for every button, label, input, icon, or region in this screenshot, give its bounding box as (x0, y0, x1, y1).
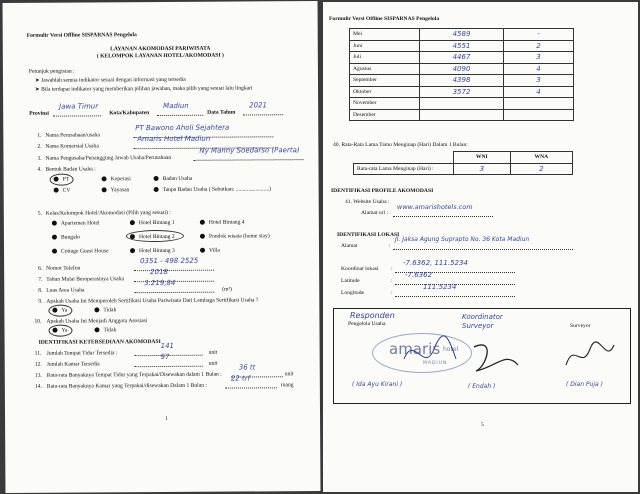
q11-label: Jumlah Tempat Tidur Tersedia : (46, 350, 118, 357)
month-row (350, 86, 574, 98)
option-cottage[interactable]: Cottage Guest House (52, 248, 109, 255)
year-start-label: Tahun Mulai Beroperasinya Usaha (46, 276, 124, 283)
option-bintang-4[interactable]: Hotel Bintang 4 (200, 219, 245, 226)
month-label: Mei (350, 29, 420, 41)
coordinator-name: ( Endah ) (468, 383, 496, 390)
province-label: Provinsi (29, 110, 49, 117)
province-value[interactable]: Jawa Timur (59, 102, 99, 111)
longitude-value[interactable]: 111.5234 (423, 283, 457, 291)
option-bintang-1[interactable]: Hotel Bintang 1 (130, 220, 175, 227)
stay-duration-table (353, 151, 573, 175)
month-row (350, 75, 574, 87)
instruction-item: ➤ Jawablah semua indikator sesuai dengan informasi yang tersedia (34, 76, 186, 84)
q14-value[interactable]: 22 trf (230, 374, 251, 383)
month-extra[interactable]: 4 (504, 63, 574, 75)
commercial-name-label: Nama Komersial Usaha (45, 143, 99, 150)
option-bungalo[interactable]: Bungalo (52, 234, 80, 241)
year-value[interactable]: 2021 (249, 101, 267, 110)
month-row (350, 63, 574, 75)
sub-title: ( KELOMPOK LAYANAN HOTEL/AKOMODASI ) (96, 52, 224, 60)
q13-value[interactable]: 36 tt (238, 363, 256, 372)
stay-wni[interactable]: 3 (454, 163, 511, 175)
stamp-brand: amaris (389, 340, 441, 358)
q14-label: Rata-rata Banyaknya Kamar yang Terpakai/disewakan Dalam 1 Bulan : (46, 382, 207, 390)
latitude-value[interactable]: -7.6362 (405, 271, 433, 279)
company-name-label: Nama Perusahaan/usaha (45, 132, 100, 139)
year-label: Data Tahun (207, 109, 236, 116)
option-tanpa-badan[interactable]: Tanpa Badan Usaha ( Sebutkan: ........................) (154, 186, 272, 194)
month-label: November (350, 98, 420, 110)
city-label: Kota/Kabupaten (109, 110, 150, 117)
area-value[interactable]: 3.219,84 (144, 278, 176, 288)
option-pt[interactable]: PT (54, 177, 70, 184)
month-row (350, 29, 574, 41)
respondent-sub-label: Pengelola Usaha (348, 321, 386, 327)
field-num: 3. (37, 155, 42, 162)
option-yayasan[interactable]: Yayasan (102, 187, 130, 194)
month-label: Juli (350, 52, 420, 64)
city-value[interactable]: Madiun (163, 101, 189, 110)
option-cv[interactable]: CV (54, 188, 71, 195)
main-title: LAYANAN AKOMODASI PARIWISATA (110, 45, 211, 53)
company-name-value[interactable]: PT Bawono Aholi Sejahtera (135, 123, 230, 133)
year-start-value[interactable]: 2018 (150, 267, 169, 277)
owner-value[interactable]: Ny Manny Soedarso (Paerta) (199, 146, 300, 155)
respondent-name: ( Ida Ayu Kirani ) (352, 381, 403, 388)
month-value[interactable]: 4551 (420, 40, 504, 52)
field-num: 9. (38, 298, 43, 305)
right-header-title: Formulir Versi Offline SISPARNAS Pengelola (329, 16, 440, 22)
website-url-value[interactable]: www.amarishotels.com (397, 203, 473, 211)
month-extra[interactable]: - (504, 29, 574, 41)
field-num: 2. (37, 143, 42, 150)
month-label: September (350, 75, 420, 87)
monthly-guest-table (349, 28, 574, 121)
field-num: 6. (38, 265, 43, 272)
q9-no[interactable]: Tidak (94, 307, 116, 314)
month-row (350, 109, 574, 121)
signature-box (333, 308, 631, 404)
phone-label: Nomor Telefon (46, 265, 81, 272)
q13-label: Rata-rata Banyaknya Tempat Tidur yang Terpakai/Disewakan dalam 1 Bulan : (46, 371, 222, 379)
q40-label: 40. Rata-Rata Lama Tamu Menginap (Hari) Dalam 1 Bulan: (333, 142, 468, 148)
coordinator-label: Koordinator Surveyor (462, 313, 503, 330)
q12-label: Jumlah Kamar Tersedia (46, 361, 100, 368)
section-profile: IDENTIFIKASI PROFILE AKOMODASI (331, 188, 434, 194)
q9-label: Apakah Usaha Ini Memperoleh Sertifikasi Usaha Pariwisata Dari Lembaga Sertifikasi Usaha ? (46, 297, 259, 305)
month-value[interactable] (420, 98, 504, 110)
month-extra[interactable]: 3 (504, 52, 574, 64)
coordinate-label: Koordinat lokasi (341, 266, 379, 272)
month-row (350, 52, 574, 64)
section-kesediaan: IDENTIFIKASI KETERSEDIAAN AKOMODASI (38, 339, 161, 346)
left-header-title: Formulir Versi Offline SISPARNAS Pengelola (26, 32, 137, 39)
month-value[interactable]: 4090 (420, 63, 504, 75)
month-value[interactable] (420, 109, 504, 121)
q12-unit: unit (208, 360, 218, 367)
coordinate-value[interactable]: -7.6362, 111.5234 (403, 259, 468, 267)
option-badan-usaha[interactable]: Badan Usaha (154, 176, 193, 183)
month-extra[interactable] (504, 109, 574, 121)
area-label: Luas Area Usaha (46, 287, 85, 294)
month-value[interactable]: 4589 (420, 29, 504, 41)
field-num: 7. (38, 276, 43, 283)
q13-unit: unit (284, 371, 294, 378)
q10-label: Apakah Usaha Ini Menjadi Anggota Asosiasi (46, 318, 148, 325)
website-label: 41. Website Usaha : (345, 199, 390, 205)
month-extra[interactable]: 2 (504, 40, 574, 52)
respondent-signature (394, 329, 464, 379)
section-lokasi: IDENTIFIKASI LOKASI (337, 232, 400, 238)
address-value[interactable]: Jl. Jaksa Agung Suprapto No. 36 Kota Madiun (395, 236, 530, 243)
instruction-item: ➤ Bila terdapat indikator yang memberikan pilihan jawaban, maka pilih yang sesuai lalu lingkari (35, 85, 253, 93)
phone-value[interactable]: 0351 - 498 2525 (140, 256, 199, 266)
field-num: 8. (38, 287, 43, 294)
business-form-label: Bentuk Badan Usaha : (45, 166, 96, 173)
field-num: 11. (34, 350, 42, 357)
stamp-sub: hotel (443, 346, 459, 353)
option-apartemen[interactable]: Apartemen Hotel (52, 220, 100, 227)
field-num: 5. (37, 210, 43, 217)
month-label: Agustus (350, 63, 420, 75)
col-wna: WNA (510, 152, 572, 164)
surveyor-label: Surveyor (570, 323, 591, 329)
option-koperasi[interactable]: Koperasi (102, 176, 131, 183)
stay-wna[interactable]: 2 (510, 163, 572, 175)
latitude-label: Latitude (341, 278, 360, 284)
form-page-left (3, 1, 321, 493)
option-villa[interactable]: Villa (200, 248, 220, 255)
surveyor-name: ( Dian Puja ) (566, 381, 603, 388)
owner-label: Nama Pengusaha/Penanggung Jawab Usaha/Perusahaan (45, 154, 172, 162)
address-label: Alamat (341, 243, 358, 249)
month-value[interactable]: 4398 (420, 75, 504, 87)
field-num: 4. (37, 166, 42, 173)
month-value[interactable]: 3572 (420, 86, 504, 98)
field-num: 14. (34, 383, 42, 390)
month-label: Oktober (350, 86, 420, 98)
area-unit: (m²) (222, 286, 233, 293)
field-num: 12. (34, 361, 42, 368)
q10-yes[interactable]: Ya (52, 328, 67, 335)
q11-unit: unit (208, 349, 218, 356)
month-label: Juni (350, 40, 420, 52)
month-row (350, 98, 574, 110)
commercial-name-value[interactable]: Amaris Hotel Madiun (137, 134, 211, 144)
coordinator-signature (466, 337, 526, 377)
longitude-label: Longitude (341, 290, 364, 296)
stamp-city: MADIUN (423, 361, 448, 366)
field-num: 13. (34, 372, 42, 379)
col-wni: WNI (454, 152, 511, 164)
respondent-label: Responden (350, 311, 395, 320)
surveyor-signature (560, 335, 620, 375)
option-pondok-wisata[interactable]: Pondok wisata (home stay) (200, 233, 270, 240)
q11-value[interactable]: 141 (160, 341, 175, 351)
class-label: Kelas/Kelompok Hotel/Akomodasi (Pilih yang sesuai) : (45, 209, 171, 217)
month-label: Desember (350, 109, 420, 121)
month-extra[interactable]: 4 (504, 86, 574, 98)
website-url-label: Alamat url : (361, 210, 389, 216)
page-number: 5 (481, 422, 484, 428)
month-extra[interactable]: 3 (504, 75, 574, 87)
q14-unit: ruang (280, 382, 294, 389)
form-page-right: Formulir Versi Offline SISPARNAS Pengelola Mei 4589 - Juni 4551 2 Juli 4467 3 Agustus 4090 4 September 4398 3 Oktober 3572 4 November Desember 40. Rata-Rata Lama Tamu Menginap (Hari) Dalam 1 Bulan: WNI WNA Rata-rata Lama Menginap (Hari) : 3 2 IDENTIFIKASI PROFILE AKOMODASI 41. Website Usaha : Alamat url : www.amarishotels.com IDENTIFIKASI LOKASI Alamat : Jl. Jaksa Agung Suprapto No. 36 Kota Madiun Koordinat lokasi : -7.6362, 111.5234 Latitude : -7.6362 Longitude : 111.5234 Responden Pengelola Usaha Koordinator Surveyor Surveyor amaris hotel MADIUN ( Ida Ayu Kirani ) ( Endah ) ( Dian Puja ) 5 (323, 2, 638, 492)
option-bintang-2[interactable]: Hotel Bintang 2 (130, 234, 175, 241)
stay-row-label: Rata-rata Lama Menginap (Hari) : (354, 163, 454, 175)
month-row (350, 40, 574, 52)
field-num: 1. (37, 132, 42, 139)
field-num: 10. (34, 318, 42, 325)
q10-no[interactable]: Tidak (94, 327, 116, 334)
page-number: 1 (165, 415, 168, 422)
q9-yes[interactable]: Ya (52, 308, 67, 315)
instructions-label: Petunjuk pengisian : (28, 68, 75, 75)
option-bintang-3[interactable]: Hotel Bintang 3 (130, 248, 175, 255)
q12-value[interactable]: 97 (160, 352, 170, 362)
month-extra[interactable] (504, 98, 574, 110)
month-value[interactable]: 4467 (420, 52, 504, 64)
